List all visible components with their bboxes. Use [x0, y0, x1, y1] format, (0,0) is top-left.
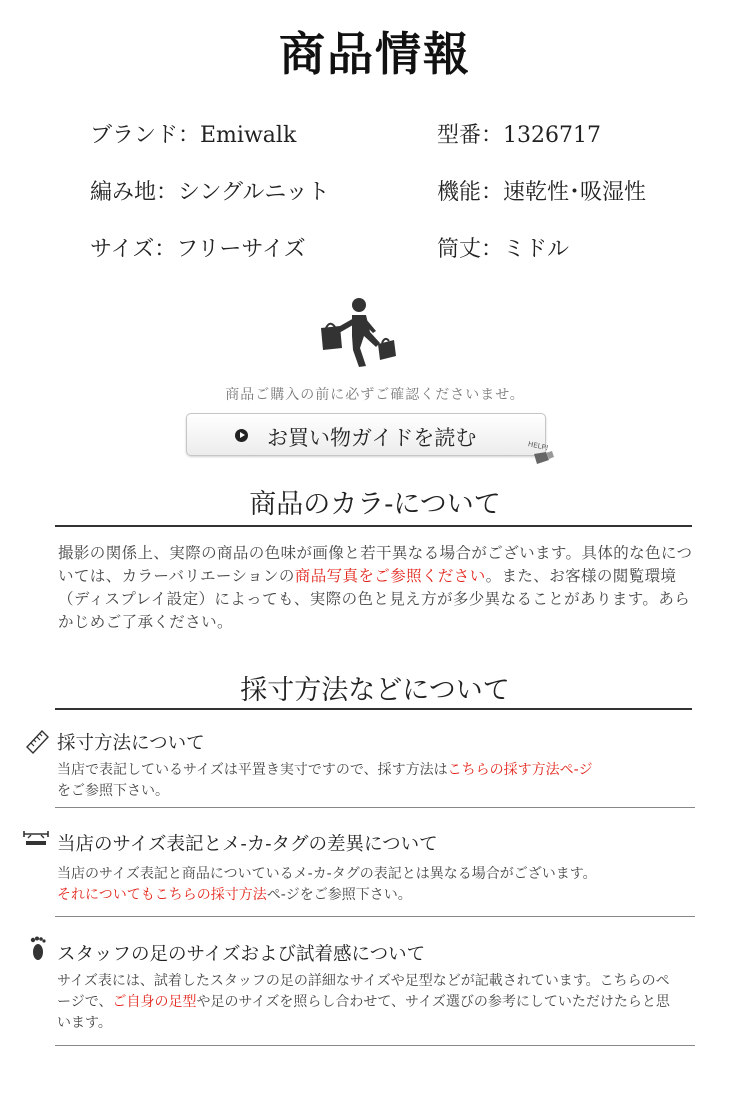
staff-fitting-text [57, 971, 682, 1034]
spec-knit: 編み地：シングルニット [90, 180, 330, 205]
color-note [58, 542, 694, 634]
divider [55, 1045, 695, 1046]
size-tag-text [57, 864, 697, 906]
shopping-person-icon [316, 296, 400, 368]
spec-size: サイズ：フリーサイズ [90, 237, 306, 262]
footprint-icon [27, 935, 49, 963]
measure-section-rule [55, 708, 692, 710]
size-tag-link[interactable]: それについてもこちらの採寸方法 [57, 887, 267, 903]
play-icon [235, 429, 248, 442]
measure-method-text [57, 760, 697, 802]
divider [55, 916, 695, 917]
color-section-title: 商品のカラ-について [249, 489, 501, 520]
staff-fitting-text-2: や足のサイズを照らし合わせて、サイズ選びの参考にしていただけたらと思います。 [57, 994, 670, 1031]
measure-method-link[interactable]: こちらの採す方法ペ-ジ [447, 762, 593, 778]
product-photo-link[interactable]: 商品写真をご参照ください [294, 567, 486, 585]
size-tag-text-1: 当店のサイズ表記と商品についているメ-カ-タグの表記とは異なる場合がございます。 [57, 866, 597, 882]
spec-model: 型番：1326717 [437, 123, 601, 148]
measure-method-heading: 採寸方法について [57, 733, 205, 754]
size-tag-text-2: ペ-ジをご参照下さい。 [266, 887, 412, 903]
color-note-text-2: 。また、お客様の閲覧環境（ディスプレイ設定）によっても、実際の色と見え方が多少異なることがあります。あらかじめご了承ください。 [58, 567, 691, 631]
size-tag-heading: 当店のサイズ表記とメ-カ-タグの差異について [57, 834, 438, 855]
spec-length: 筒丈：ミドル [437, 237, 570, 262]
divider [55, 807, 695, 808]
spec-function: 機能：速乾性･吸湿性 [437, 180, 647, 205]
measure-method-text-1: 当店で表記しているサイズは平置き実寸ですので、採す方法は [57, 762, 448, 778]
measure-section-title: 採寸方法などについて [240, 675, 510, 706]
width-measure-icon [22, 830, 50, 848]
measure-method-text-2: をご参照下さい。 [57, 783, 169, 799]
color-note-text-1: 撮影の関係上、実際の商品の色味が画像と若干異なる場合がございます。具体的な色については、カラーバリエーションの [58, 544, 693, 585]
spec-brand: ブランド：Emiwalk [90, 123, 297, 148]
color-section-rule [55, 525, 692, 527]
purchase-notice: 商品ご購入の前に必ずご確認くださいませ。 [225, 387, 525, 403]
shopping-guide-button[interactable] [186, 413, 546, 456]
help-badge-icon [522, 438, 564, 470]
staff-fitting-text-1: サイズ表には、試着したスタッフの足の詳細なサイズや足型などが記載されています。こちらのページで、 [57, 973, 670, 1010]
page-title: 商品情報 [279, 27, 471, 81]
foot-shape-link[interactable]: ご自身の足型 [112, 994, 197, 1010]
help-badge-text: HELP! [527, 440, 550, 453]
ruler-icon [24, 728, 50, 756]
shopping-guide-label: お買い物ガイドを読む [267, 426, 477, 450]
staff-fitting-heading: スタッフの足のサイズおよび試着感について [57, 944, 426, 965]
